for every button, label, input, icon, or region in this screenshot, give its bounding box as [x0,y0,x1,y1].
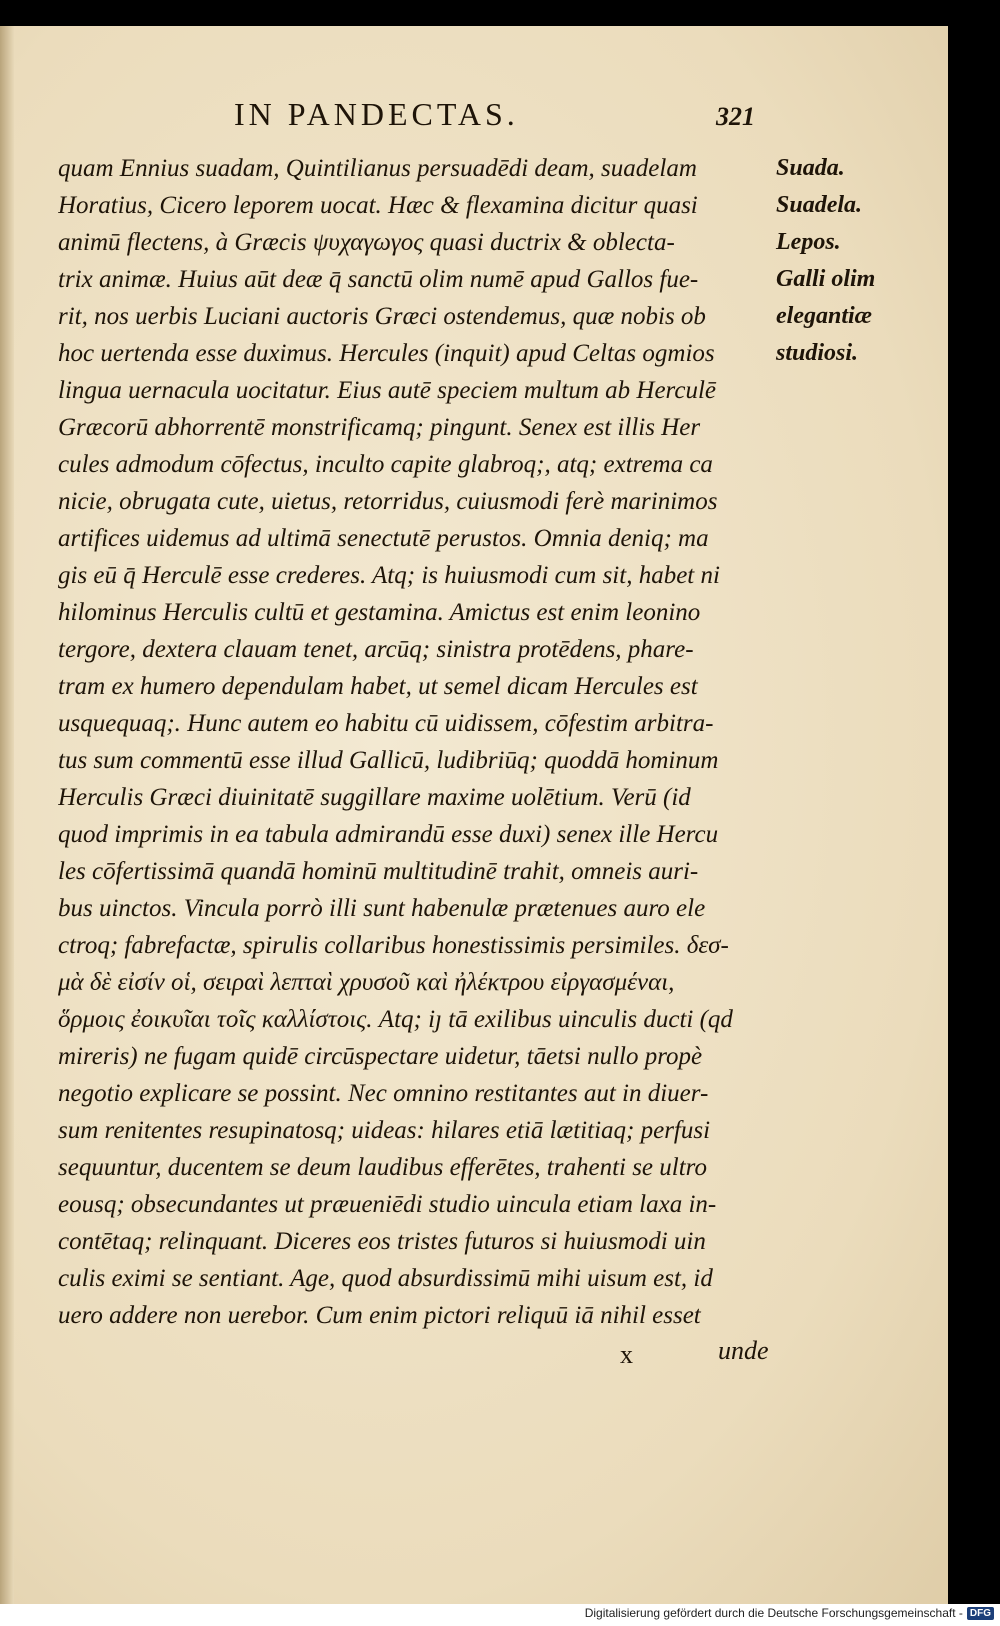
margin-note: Suadela. [776,192,863,218]
text-line: nicie, obrugata cute, uietus, retorridus, cuiusmodi ferè marinimos [58,488,718,515]
text-line: rit, nos uerbis Luciani auctoris Græci ostendemus, quæ nobis ob [58,303,706,330]
text-line: eousq; obsecundantes ut præueniēdi studio uincula etiam laxa in- [58,1191,717,1218]
text-line: contētaq; relinquant. Diceres eos tristes futuros si huiusmodi uin [58,1228,706,1255]
text-line: artifices uidemus ad ultimā senectutē perustos. Omnia deniq; ma [58,525,709,552]
text-line: ctroq; fabrefactæ, spirulis collaribus honestissimis persimiles. δεσ- [58,932,729,959]
signature-mark: x [620,1340,633,1369]
text-line: ὅρμοις ἐοικυῖαι τοῖς καλλίστοις. Atq; iȷ tā exilibus uinculis ducti (qd [58,1006,733,1033]
text-line: les cōfertissimā quandā hominū multitudinē trahit, omneis auri- [58,858,699,885]
text-line: sum renitentes resupinatosq; uideas: hilares etiā lætitiaq; perfusi [58,1117,711,1144]
page-header [0,96,950,140]
text-line: quam Ennius suadam, Quintilianus persuadēdi deam, suadelam [58,155,697,182]
margin-note: studiosi. [776,340,859,366]
margin-note: Lepos. [776,229,841,255]
text-line: mireris) ne fugam quidē circūspectare uidetur, tāetsi nullo propè [58,1043,703,1070]
footer-credit [585,1606,994,1620]
text-line: μὰ δὲ εἰσίν οἱ, σειραὶ λεπταὶ χρυσοῦ καὶ ἠλέκτρου εἰργασμέναι, [58,969,675,996]
text-line: tus sum commentū esse illud Gallicū, ludibriūq; quoddā hominum [58,747,719,774]
text-line: hilominus Herculis cultū et gestamina. Amictus est enim leonino [58,599,701,626]
text-line: Herculis Græci diuinitatē suggillare maxime uolētium. Verū (id [58,784,691,811]
text-line: animū flectens, à Græcis ψυχαγωγος quasi ductrix & oblecta- [58,229,675,256]
text-line: cules admodum cōfectus, inculto capite glabroq;, atq; extrema ca [58,451,713,478]
margin-note: Suada. [776,155,845,181]
page-gutter-shadow [0,26,14,1604]
text-line: bus uinctos. Vincula porrò illi sunt habenulæ prætenues auro ele [58,895,706,922]
margin-note: Galli olim [776,266,876,292]
text-line: sequuntur, ducentem se deum laudibus efferētes, trahenti se ultro [58,1154,707,1181]
text-line: Græcorū abhorrentē monstrificamq; pingunt. Senex est illis Her [58,414,701,441]
running-head: IN PANDECTAS. [234,96,519,132]
text-line: uero addere non uerebor. Cum enim pictori reliquū iā nihil esset [58,1302,701,1329]
marginalia [776,150,896,372]
footer-credit-text: Digitalisierung gefördert durch die Deutsche Forschungsgemeinschaft - [584,1606,963,1620]
text-line: tergore, dextera clauam tenet, arcūq; sinistra protēdens, phare- [58,636,694,663]
text-line: negotio explicare se possint. Nec omnino restitantes aut in diuer- [58,1080,709,1107]
text-line: tram ex humero dependulam habet, ut semel dicam Hercules est [58,673,698,700]
text-line: hoc uertenda esse duximus. Hercules (inquit) apud Celtas ogmios [58,340,715,367]
text-line: quod imprimis in ea tabula admirandū esse duxi) senex ille Hercu [58,821,719,848]
margin-note: elegantiæ [776,303,872,329]
scan-border [948,24,1000,1606]
text-line: usquequaq;. Hunc autem eo habitu cū uidissem, cōfestim arbitra- [58,710,714,737]
text-line: gis eū q̄ Herculē esse crederes. Atq; is huiusmodi cum sit, habet ni [58,562,720,589]
dfg-logo-icon: DFG [967,1607,994,1620]
main-text-block [58,150,780,1334]
catchword: unde [718,1336,769,1365]
text-line: culis eximi se sentiant. Age, quod absurdissimū mihi uisum est, id [58,1265,713,1292]
page-number: 321 [716,102,755,131]
text-line: Horatius, Cicero leporem uocat. Hæc & flexamina dicitur quasi [58,192,698,219]
text-line: lingua uernacula uocitatur. Eius autē speciem multum ab Herculē [58,377,716,404]
text-line: trix animæ. Huius aūt deæ q̄ sanctū olim numē apud Gallos fue- [58,266,699,293]
